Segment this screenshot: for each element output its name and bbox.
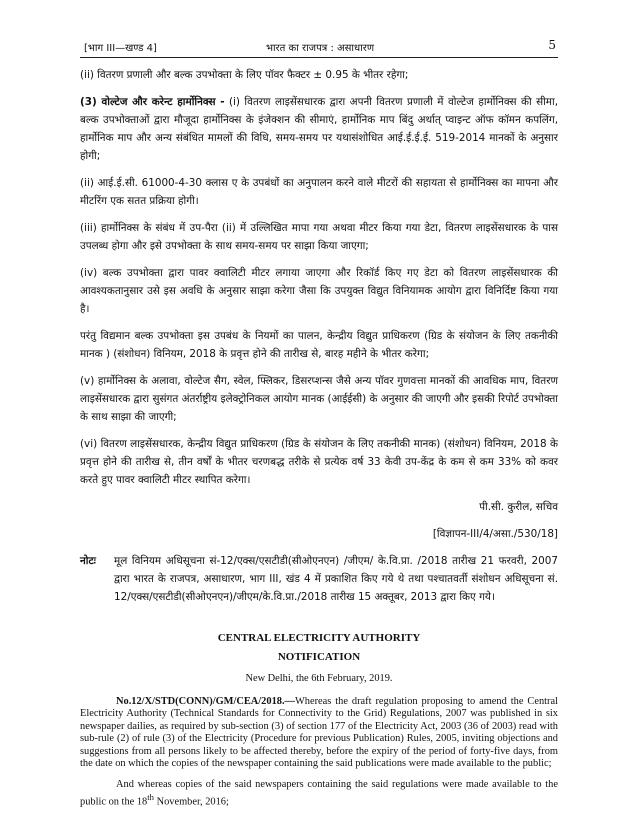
hindi-text [80,66,558,606]
english-para-1 [80,696,558,771]
proviso: परंतु विद्यमान बल्क उपभोक्ता इस उपबंध के नियमों का पालन, केन्द्रीय विद्युत प्राधिकरण (ग्रिड के संयोजन के लिए तकनीकी मानक ) (संशोधन) विनियम, 2018 के प्रवृत्त होने की तारीख से, बारह महीने के भीतर करेगा; [80,330,558,360]
para-iv: (iv) बल्क उपभोक्ता द्वारा पावर क्वालिटी मीटर लगाया जाएगा और रिकॉर्ड किए गए डेटा को वितरण लाइसेंसधारक की आवश्यकतानुसार उसे इस अवधि के अनुसार साझा करेगा जैसा कि उपयुक्त विद्युत विनियामक आयोग द्वारा विनिर्दिष्ट किया गया है। [80,267,558,315]
para-power-factor: (ii) वितरण प्रणाली और बल्क उपभोक्ता के लिए पॉवर फैक्टर ± 0.95 के भीतर रहेगा; [80,69,409,81]
authority-heading: CENTRAL ELECTRICITY AUTHORITY [217,632,421,644]
english-para-2-text: And whereas copies of the said newspapers containing the said regulations were made available to the public on the 18 [80,778,558,808]
advertisement-ref: [विज्ञापन-III/4/असा./530/18] [432,528,558,540]
para-vi: (vi) वितरण लाइसेंसधारक, केन्द्रीय विद्युत प्राधिकरण (ग्रिड के संयोजन के लिए तकनीकी मानक) (संशोधन) विनियम, 2018 के प्रवृत्त होने की तारीख से, तीन वर्षों के भीतर चरणबद्ध तरीके से प्रत्येक वर्ष 33 केवी उप-केंद्र के कम से कम 33% को कवर करते हुए पावर क्वालिटी मीटर स्थापित करेगा। [80,438,558,486]
note-text: मूल विनियम अधिसूचना सं-12/एक्स/एसटीडी(सीओएनएन) /जीएम/ के.वि.प्रा. /2018 तारीख 21 फरवरी, 2007 द्वारा भारत के राजपत्र, असाधारण, भाग III, खंड 4 में प्रकाशित किए गये थे तथा पश्चातवर्ती संशोधन अधिसूचना सं. 12/एक्स/एसटीडी(सीओएनएन)/जीएम/के.वि.प्रा./2018 तारीख 15 अक्तूबर, 2013 द्वारा किए गये। [114,555,558,603]
english-para-2 [80,779,558,809]
para-3-text: (i) वितरण लाइसेंसधारक द्वारा अपनी वितरण प्रणाली में वोल्टेज हार्मोनिक्स की सीमा, बल्क उपभोक्ताओं द्वारा मौजूदा हार्मोनिक्स के इंजेक्शन की सीमाएं, हार्मोनिक माप बिंदु अर्थात् प्वाइन्ट ऑफ कॉमन कपलिंग, हार्मोनिक माप और अन्य संबंधित मामलों की विधि, समय-समय पर यथासंशोधित आई.ई.ई.ई. 519-2014 मानकों के अनुसार होगी; [80,96,558,162]
para-iii: (iii) हार्मोनिक्स के संबंध में उप-पैरा (ii) में उल्लिखित मापा गया अथवा मीटर किया गया डेटा, वितरण लाइसेंसधारक के पास उपलब्ध होगा और इसे उपभोक्ता के साथ समय-समय पर साझा किया जाएगा; [80,222,558,252]
ordinal-suffix: th [147,792,154,802]
page-number: 5 [548,38,556,52]
part-label: [भाग III—खण्ड 4] [84,43,157,54]
notification-number: No.12/X/STD(CONN)/GM/CEA/2018.— [116,695,295,707]
para-v: (v) हार्मोनिक्स के अलावा, वोल्टेज सैग, स्वेल, फ्लिकर, डिसरप्शन्स जैसे अन्य पॉवर गुणवत्ता मानकों की आवधिक माप, वितरण लाइसेंसधारक द्वारा सुसंगत अंतर्राष्ट्रीय इलेक्ट्रोनिकल आयोग मानक (आईईसी) के अनुसार की जाएगी और इसकी रिपोर्ट उपभोक्ता के साथ साझा की जाएगी; [80,375,558,423]
notification-heading: NOTIFICATION [277,650,361,663]
para-3-heading: (3) वोल्टेज और करेन्ट हार्मोनिक्स - [80,96,225,108]
dateline: New Delhi, the 6th February, 2019. [245,673,393,684]
english-notification [80,632,558,817]
note-label: नोटः [80,555,96,567]
page-header [84,38,556,56]
signature: पी.सी. कुरील, सचिव [479,501,558,513]
para-ii: (ii) आई.ई.सी. 61000-4-30 क्लास ए के उपबंधों का अनुपालन करने वाले मीटरों की सहायता से हार्मोनिक्स का मापना और मीटरिंग एक सतत प्रक्रिया होगी। [80,177,558,207]
para-3 [80,93,558,165]
header-rule [80,57,558,58]
english-para-1-text: Whereas the draft regulation proposing to amend the Central Electricity Authority (Technical Standards for Connectivity to the Grid) Regulations, 2007 was published in six newspaper dailies, as required by sub-section (3) of section 177 of the Electricity Act, 2003 (36 of 2003) read with sub-rule (2) of rule (3) of the Electricity (Procedure for previous Publication) Rules, 2005, inviting objections and suggestions from all persons likely to be affected thereby, before the expiry of the period of forty-five days, from the date on which the copies of the newspaper containing the said publications were made available to the public; [80,695,558,769]
english-para-2-tail: November, 2016; [153,796,229,808]
note [80,552,558,606]
gazette-title: भारत का राजपत्र : असाधारण [265,43,375,54]
